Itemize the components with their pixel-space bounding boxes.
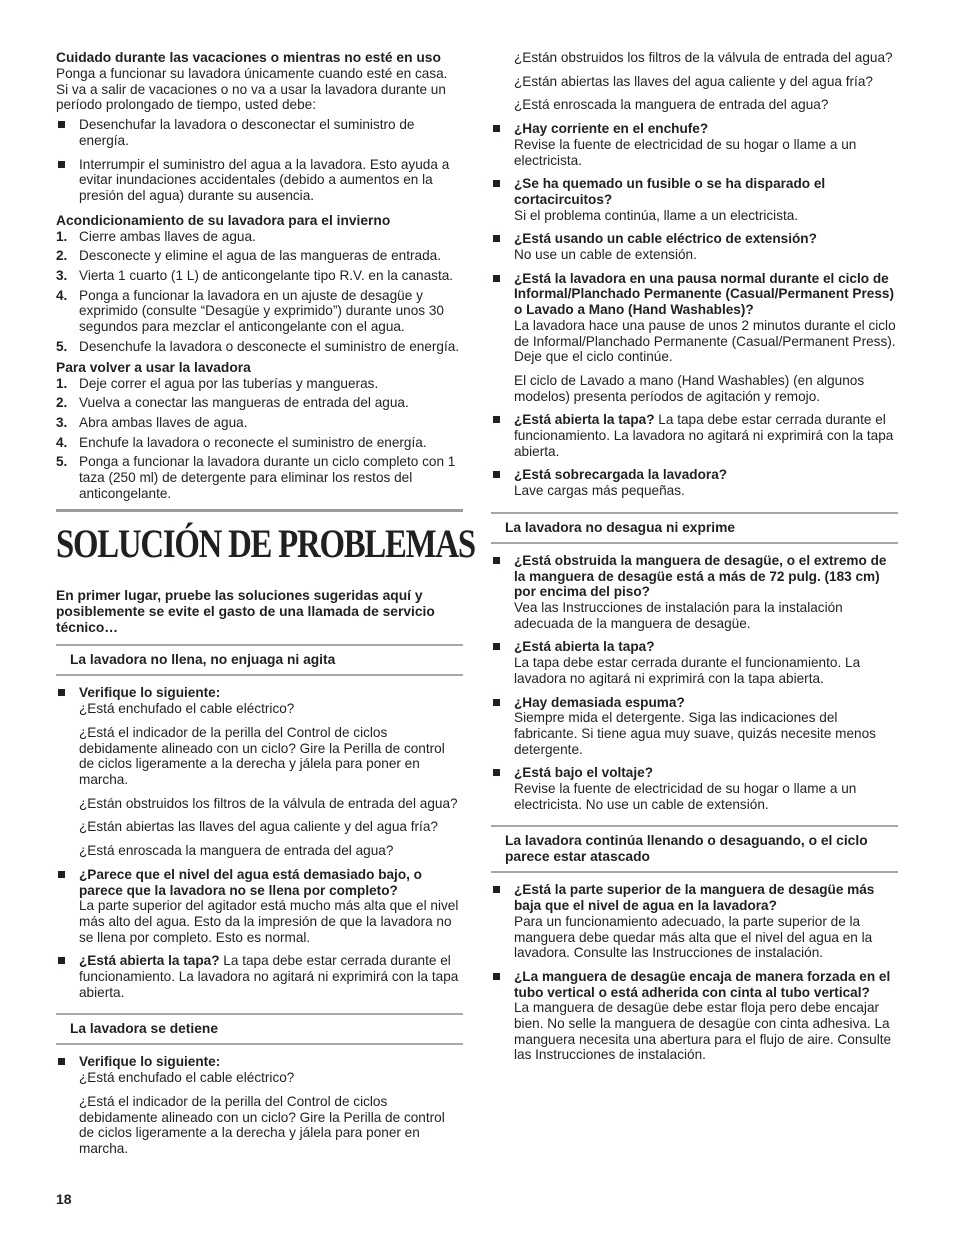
list-item: 1. Cierre ambas llaves de agua. — [56, 228, 256, 244]
winter-heading: Acondicionamiento de su lavadora para el invierno — [56, 212, 391, 228]
vacation-intro: Ponga a funcionar su lavadora únicamente cuando esté en casa. Si va a salir de vacaciones o no va a usar la lavadora durante un período prolongado de tiempo, usted debe: — [56, 66, 448, 113]
list-item: 5. Desenchufe la lavadora o desconecte el suministro de energía. — [56, 338, 460, 354]
list-item: ¿Está bajo el voltaje? Revise la fuente de electricidad de su hogar o llame a un electricista. No use un cable de extensión. — [491, 765, 898, 812]
list-item: Interrumpir el suministro del agua a la lavadora. Esto ayuda a evitar inundaciones accidentales (debido a aumentos en la presión del agua) durante su ausencia. — [56, 157, 463, 204]
list-item: Desenchufar la lavadora o desconectar el suministro de energía. — [56, 117, 463, 148]
list-item: Verifique lo siguiente: ¿Está enchufado el cable eléctrico? ¿Está el indicador de la perilla del Control de ciclos debidamente alineado con un ciclo? Gire la Perilla de control de ciclos ligeramente a la derecha y jálela para poner en marcha. ¿Están obstruidos los filtros de la válvula de entrada del agua? ¿Están abiertas las llaves del agua caliente y del agua fría? ¿Está enroscada la manguera de entrada del agua? — [56, 685, 463, 858]
stops-list-continued — [491, 121, 898, 499]
page-number: 18 — [56, 1191, 72, 1207]
section-header-stops: La lavadora se detiene — [56, 1013, 463, 1045]
lead-text: En primer lugar, pruebe las soluciones sugeridas aquí y posiblemente se evite el gasto de una llamada de servicio técnico… — [56, 588, 435, 636]
list-item: ¿Está abierta la tapa? La tapa debe estar cerrada durante el funcionamiento. La lavadora no agitará ni exprimirá con la tapa abierta. — [56, 953, 463, 1000]
list-item: 2. Vuelva a conectar las mangueras de entrada del agua. — [56, 395, 409, 411]
list-item: ¿Está la parte superior de la manguera de desagüe más baja que el nivel de agua en la lavadora? Para un funcionamiento adecuado, la parte superior de la manguera debe quedar más alta que el nivel del agua en la lavadora. Consulte las Instrucciones de instalación. — [491, 882, 898, 961]
list-item: ¿Se ha quemado un fusible o se ha disparado el cortacircuitos? Si el problema continúa, llame a un electricista. — [491, 176, 898, 223]
list-item: 4. Enchufe la lavadora o reconecte el suministro de energía. — [56, 434, 427, 450]
winter-steps — [56, 229, 463, 355]
stops-continued: ¿Están obstruidos los filtros de la válvula de entrada del agua? ¿Están abiertas las llaves del agua caliente y del agua fría? ¿Está enroscada la manguera de entrada del agua? — [514, 50, 893, 113]
page-title: SOLUCIÓN DE PROBLEMAS — [56, 521, 475, 567]
cycle-list — [491, 882, 898, 1063]
list-item: ¿Hay demasiada espuma? Siempre mida el detergente. Siga las indicaciones del fabricante. Si tiene agua muy suave, quizás necesite menos detergente. — [491, 695, 898, 758]
vacation-heading: Cuidado durante las vacaciones o mientras no esté en uso — [56, 50, 441, 65]
stops-list — [56, 1054, 463, 1156]
no-fill-list — [56, 685, 463, 1000]
list-item: ¿Está abierta la tapa? La tapa debe estar cerrada durante el funcionamiento. La lavadora no agitará ni exprimirá con la tapa abierta. — [491, 639, 898, 686]
section-header-drain: La lavadora no desagua ni exprime — [491, 512, 898, 544]
reuse-steps — [56, 376, 463, 502]
list-item: ¿Parece que el nivel del agua está demasiado bajo, o parece que la lavadora no se llena por completo? La parte superior del agitador está mucho más alta que el nivel más alto del agua. Esto da la impresión de que la lavadora no se llena por completo. Esto es normal. — [56, 867, 463, 946]
list-item: 1. Deje correr el agua por las tuberías y mangueras. — [56, 375, 379, 391]
left-column — [56, 50, 475, 1157]
list-item: Verifique lo siguiente: ¿Está enchufado el cable eléctrico? ¿Está el indicador de la perilla del Control de ciclos debidamente alineado con un ciclo? Gire la Perilla de control de ciclos ligeramente a la derecha y jálela para poner en marcha. — [56, 1054, 463, 1156]
section-header-cycle: La lavadora continúa llenando o desaguando, o el ciclo parece estar atascado — [491, 825, 898, 873]
list-item: 3. Vierta 1 cuarto (1 L) de anticongelante tipo R.V. en la canasta. — [56, 268, 454, 284]
list-item: ¿Está obstruida la manguera de desagüe, o el extremo de la manguera de desagüe está a más de 72 pulg. (183 cm) por encima del piso? Vea las Instrucciones de instalación para la instalación adecuada de la manguera de desagüe. — [491, 553, 898, 632]
right-column — [491, 50, 898, 1063]
list-item: ¿Hay corriente en el enchufe? Revise la fuente de electricidad de su hogar o llame a un electricista. — [491, 121, 898, 168]
list-item: ¿Está usando un cable eléctrico de extensión? No use un cable de extensión. — [491, 231, 898, 262]
reuse-heading: Para volver a usar la lavadora — [56, 359, 251, 375]
list-item: ¿La manguera de desagüe encaja de manera forzada en el tubo vertical o está adherida con cinta al tubo vertical? La manguera de desagüe debe estar floja pero debe encajar bien. No selle la manguera de desagüe con cinta adhesiva. La manguera necesita una abertura para el flujo de aire. Consulte las Instrucciones de instalación. — [491, 969, 898, 1063]
vacation-list — [56, 117, 463, 204]
title-divider — [56, 509, 463, 512]
list-item: 3. Abra ambas llaves de agua. — [56, 414, 248, 430]
section-header-no-fill: La lavadora no llena, no enjuaga ni agita — [56, 644, 463, 676]
list-item: 2. Desconecte y elimine el agua de las mangueras de entrada. — [56, 248, 441, 264]
drain-list — [491, 553, 898, 813]
list-item: ¿Está sobrecargada la lavadora? Lave cargas más pequeñas. — [491, 467, 898, 498]
list-item: 4. Ponga a funcionar la lavadora en un ajuste de desagüe y exprimido (consulte “Desagüe y exprimido”) durante unos 30 segundos para mezclar el anticongelante con el agua. — [56, 287, 444, 335]
list-item: 5. Ponga a funcionar la lavadora durante un ciclo completo con 1 taza (250 ml) de detergente para eliminar los restos del anticongelante. — [56, 454, 456, 501]
list-item: ¿Está la lavadora en una pausa normal durante el ciclo de Informal/Planchado Permanente (Casual/Permanent Press) o Lavado a Mano (Hand Washables)? La lavadora hace una pause de unos 2 minutos durante el ciclo de Informal/Planchado Permanente (Casual/Permanent Press). Deje que el ciclo continúe. El ciclo de Lavado a mano (Hand Washables) (en algunos modelos) presenta períodos de agitación y remojo. — [491, 271, 898, 405]
list-item: ¿Está abierta la tapa? La tapa debe estar cerrada durante el funcionamiento. La lavadora no agitará ni exprimirá con la tapa abierta. — [491, 412, 898, 459]
